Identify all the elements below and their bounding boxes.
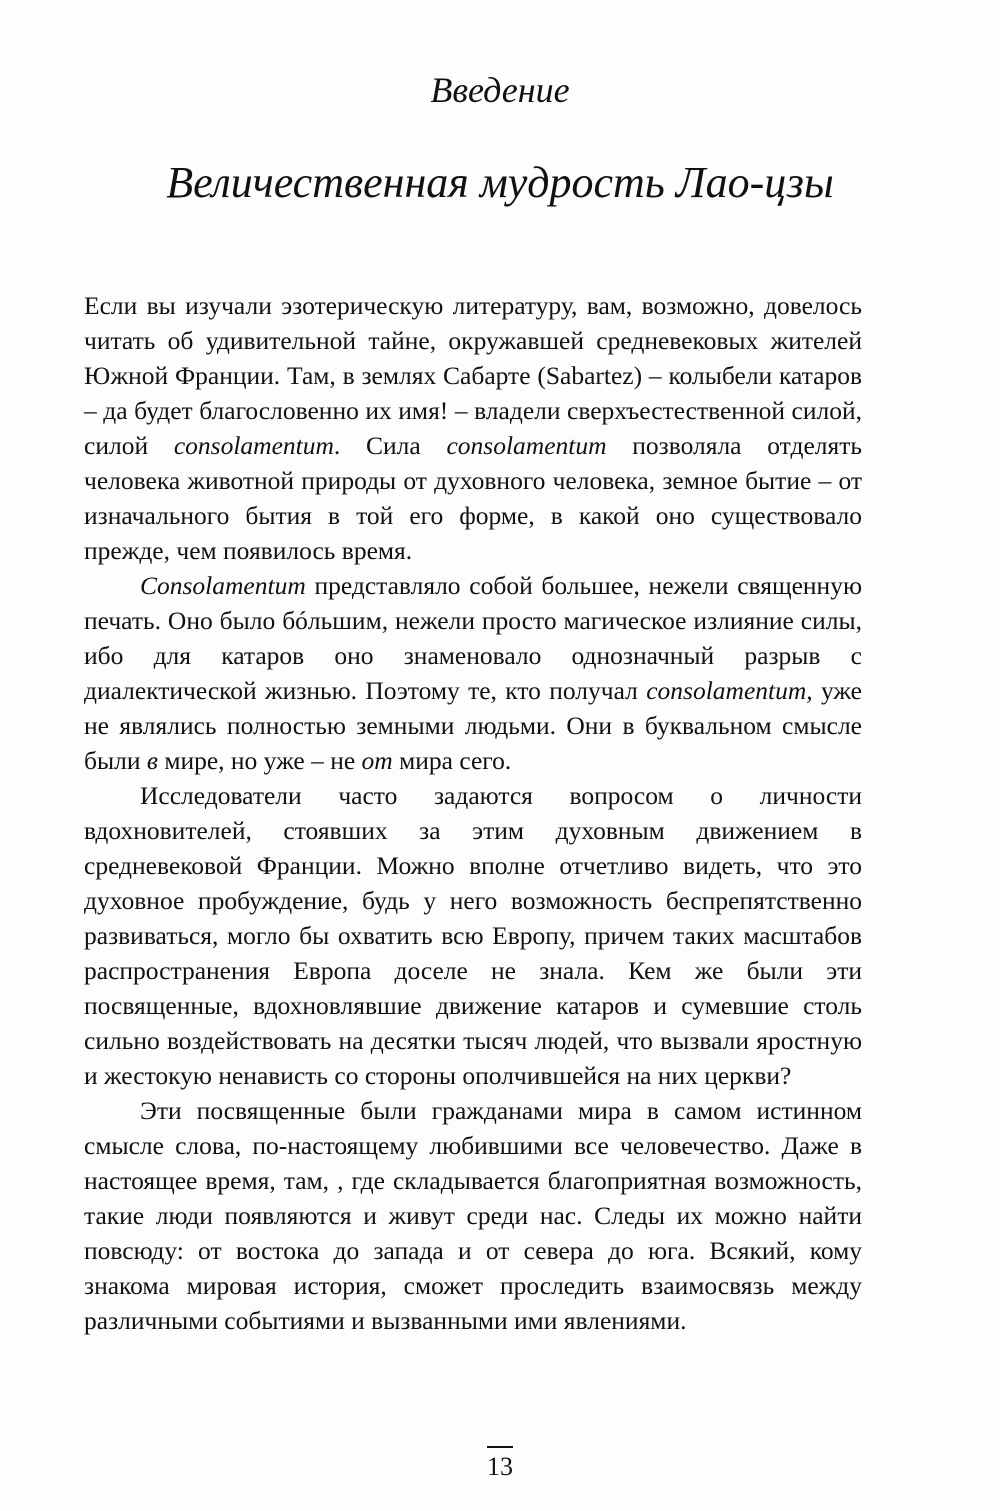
paragraph-3: Исследователи часто задаются вопросом о личности вдохновителей, стоявших за этим духовным движением в средневековой Франции. Можно вполне отчетливо видеть, что это духовное пробуждение, будь у него возможность беспрепятственно развиваться, могло бы охватить всю Европу, причем таких масштабов распространения Европа доселе не знала. Кем же были эти посвященные, вдохновлявшие движение катаров и сумевшие столь сильно воздействовать на десятки тысяч людей, что вызвали яростную и жестокую ненависть со стороны ополчившейся на них церкви?	[84, 781, 862, 1090]
paragraph-text: мира сего.	[392, 746, 512, 775]
italic-term: consolamentum	[173, 431, 334, 460]
body-text	[84, 288, 862, 1338]
italic-term: Consolamentum	[140, 571, 306, 600]
italic-term: consolamentum	[446, 431, 607, 460]
page-footer	[0, 1446, 1000, 1482]
section-label: Введение	[430, 70, 570, 110]
paragraph-4: Эти посвященные были гражданами мира в самом истинном смысле слова, по-настоящему любившими все человечество. Даже в настоящее время, там, , где складывается благоприятная возможность, такие люди появляются и живут среди нас. Следы их можно найти повсюду: от востока до запада и от севера до юга. Всякий, кому знакома мировая история, сможет проследить взаимосвязь между различными событиями и вызванными ими явлениями.	[84, 1096, 862, 1335]
italic-term: consolamentum,	[646, 676, 813, 705]
paragraph-text: Если вы изучали эзотерическую литературу, вам, возможно, довелось читать об удивительной тайне, окружавшей средневековых жителей Южной Франции. Там, в землях Сабарте (Sabartez) – колыбели катаров – да будет благословенно их имя! – владели сверхъестественной силой, силой	[84, 291, 862, 460]
italic-emphasis: в	[146, 746, 158, 775]
paragraph-text: представляло собой большее, нежели священную печать. Оно было бóльшим, нежели просто магическое излияние силы, ибо для катаров оно знаменовало однозначный разрыв с диалектической жизнью. Поэтому те, кто получал	[84, 571, 862, 705]
paragraph-text: уже не являлись полностью земными людьми. Они в буквальном смысле были	[84, 676, 862, 775]
paragraph-text: . Сила	[333, 431, 447, 460]
paragraph-2	[84, 568, 862, 778]
paragraph-text: позволяла отделять человека животной природы от духовного человека, земное бытие – от изначального бытия в той его форме, в какой оно существовало прежде, чем появилось время.	[84, 431, 862, 565]
paragraph-text: мире, но уже – не	[157, 746, 362, 775]
page-number: 13	[487, 1446, 513, 1482]
italic-emphasis: от	[361, 746, 393, 775]
paragraph-1	[84, 288, 862, 568]
chapter-title: Величественная мудрость Лао-цзы	[166, 158, 834, 207]
